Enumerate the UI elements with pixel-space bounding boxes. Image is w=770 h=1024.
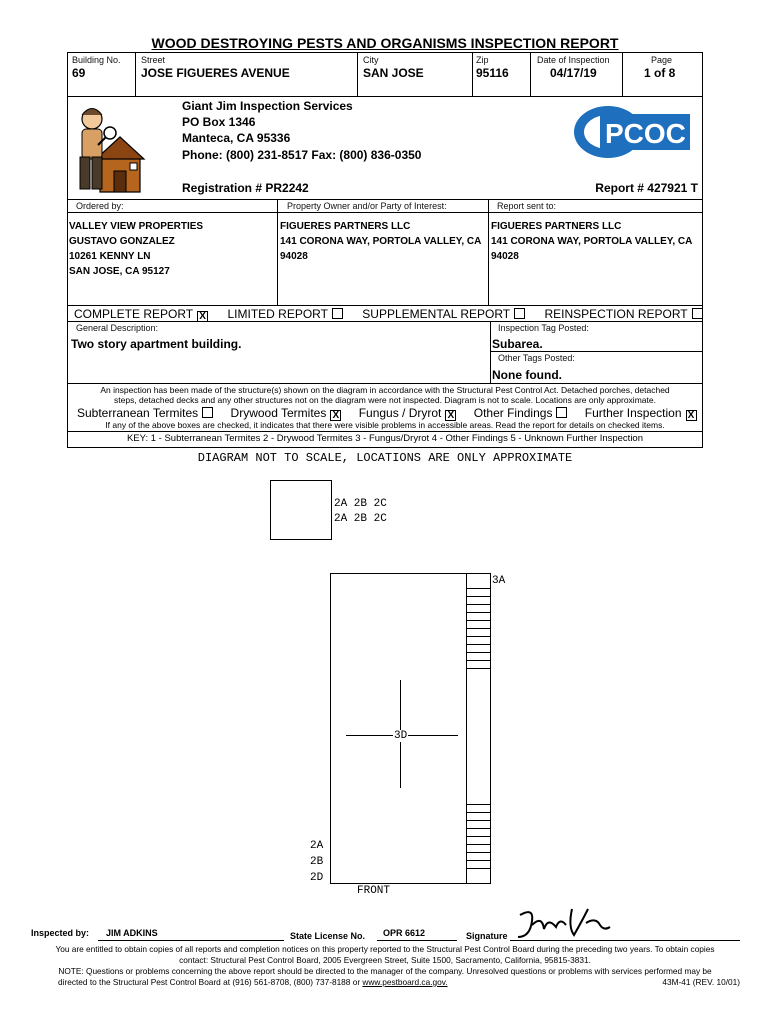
- signature-scribble: [512, 903, 612, 943]
- page-label: Page: [651, 55, 673, 65]
- ordered-by-line: 10261 KENNY LN: [69, 251, 151, 262]
- ordered-by-label: Ordered by:: [76, 201, 124, 211]
- report-sent-line: FIGUERES PARTNERS LLC: [491, 221, 622, 232]
- stair-line: [466, 812, 490, 813]
- general-description-value: Two story apartment building.: [71, 337, 242, 351]
- other-findings-checkbox[interactable]: [556, 407, 567, 418]
- detached-structure-labels: [334, 497, 387, 527]
- divider: [490, 351, 703, 352]
- stair-line: [466, 860, 490, 861]
- stair-line: [466, 604, 490, 605]
- owner-line: 141 CORONA WAY, PORTOLA VALLEY, CA: [280, 236, 482, 247]
- pcoc-logo: [572, 104, 690, 160]
- diagram-label: 2A: [310, 840, 324, 852]
- company-address2: Manteca, CA 95336: [182, 131, 291, 145]
- report-sent-line: 141 CORONA WAY, PORTOLA VALLEY, CA: [491, 236, 693, 247]
- disclaimer-line: steps, detached decks and any other structures not on the diagram were not inspected. Diagram is not to scale. Locations are only approximate.: [114, 395, 656, 405]
- tag-posted-label: Inspection Tag Posted:: [498, 323, 589, 333]
- stair-line: [466, 588, 490, 589]
- reinspection-report-label: REINSPECTION REPORT: [544, 307, 688, 321]
- diagram-title: DIAGRAM NOT TO SCALE, LOCATIONS ARE ONLY APPROXIMATE: [197, 451, 573, 465]
- stair-line: [466, 828, 490, 829]
- report-sent-line: 94028: [491, 251, 519, 262]
- pestboard-link[interactable]: www.pestboard.ca.gov.: [362, 977, 448, 987]
- footer-notices: [0, 944, 770, 977]
- divider: [67, 431, 703, 432]
- divider: [277, 199, 278, 305]
- divider: [67, 383, 703, 384]
- divider: [67, 321, 703, 322]
- stair-line: [466, 868, 490, 869]
- findings-key: KEY: 1 - Subterranean Termites 2 - Drywood Termites 3 - Fungus/Dryrot 4 - Other Findings 5 - Unknown Further Inspection: [126, 433, 644, 444]
- report-sent-label: Report sent to:: [497, 201, 557, 211]
- inspector-line: [98, 940, 284, 941]
- disclaimer-line: An inspection has been made of the structure(s) shown on the diagram in accordance with the Structural Pest Control Act. Detached porches, detached: [100, 385, 670, 395]
- stair-line: [466, 636, 490, 637]
- ordered-by-line: SAN JOSE, CA 95127: [69, 266, 170, 277]
- license-label: State License No.: [290, 931, 366, 941]
- report-sent-block: [491, 221, 692, 263]
- divider: [67, 212, 703, 213]
- divider: [67, 199, 703, 200]
- form-number: 43M-41 (REV. 10/01): [662, 977, 740, 987]
- ordered-by-line: GUSTAVO GONZALEZ: [69, 236, 175, 247]
- fungus-label: Fungus / Dryrot: [358, 406, 442, 420]
- stair-line: [466, 804, 490, 805]
- diagram-front-label: FRONT: [357, 885, 391, 897]
- divider: [357, 52, 358, 96]
- city-label: City: [363, 55, 379, 65]
- signature-label: Signature: [466, 931, 508, 941]
- building-no-label: Building No.: [72, 55, 121, 65]
- limited-report-label: LIMITED REPORT: [227, 307, 328, 321]
- inspector-mascot-icon: [70, 97, 150, 197]
- stair-line: [466, 844, 490, 845]
- owner-line: FIGUERES PARTNERS LLC: [280, 221, 411, 232]
- further-inspection-label: Further Inspection: [584, 406, 682, 420]
- stair-line: [466, 820, 490, 821]
- inspection-footer: [31, 928, 89, 938]
- divider: [135, 52, 136, 96]
- stair-line: [466, 596, 490, 597]
- notice-last-line: [58, 977, 448, 987]
- limited-report-checkbox[interactable]: [332, 308, 343, 319]
- disclaimer: [67, 385, 703, 405]
- stair-line: [466, 628, 490, 629]
- city-value: SAN JOSE: [363, 66, 424, 80]
- company-name: Giant Jim Inspection Services: [182, 99, 353, 113]
- stair-line: [466, 852, 490, 853]
- diagram-label: 2B: [310, 856, 324, 868]
- diagram-label: 2D: [310, 872, 324, 884]
- other-tags-label: Other Tags Posted:: [498, 353, 575, 363]
- drywood-label: Drywood Termites: [230, 406, 327, 420]
- subterranean-label: Subterranean Termites: [77, 406, 199, 420]
- report-type-row: [74, 307, 703, 322]
- owner-line: 94028: [280, 251, 308, 262]
- findings-row: [77, 406, 697, 421]
- report-number: Report # 427921 T: [595, 181, 698, 195]
- checked-note: If any of the above boxes are checked, it indicates that there were visible problems in accessible areas. Read the report for details on checked items.: [105, 420, 665, 430]
- registration-number: Registration # PR2242: [182, 181, 309, 195]
- divider: [472, 52, 473, 96]
- street-value: JOSE FIGUERES AVENUE: [141, 66, 290, 80]
- divider: [67, 305, 703, 306]
- complete-report-label: COMPLETE REPORT: [74, 307, 194, 321]
- diagram-label: 2A 2B 2C: [334, 498, 387, 510]
- general-description-label: General Description:: [76, 323, 159, 333]
- drywood-checkbox[interactable]: X: [330, 410, 341, 421]
- other-tags-value: None found.: [492, 368, 562, 382]
- diagram-labels-left: [310, 838, 323, 886]
- supplemental-report-checkbox[interactable]: [514, 308, 525, 319]
- owner-label: Property Owner and/or Party of Interest:: [287, 201, 447, 211]
- notice-line: directed to the Structural Pest Control Board at (916) 561-8708, (800) 737-8188 or: [58, 977, 363, 987]
- owner-block: [280, 221, 481, 263]
- stair-line: [466, 668, 490, 669]
- divider: [488, 199, 489, 305]
- street-label: Street: [141, 55, 166, 65]
- zip-value: 95116: [476, 66, 509, 80]
- header-divider: [67, 96, 703, 97]
- company-phone: Phone: (800) 231-8517 Fax: (800) 836-0350: [182, 148, 422, 162]
- other-findings-label: Other Findings: [473, 406, 553, 420]
- zip-label: Zip: [476, 55, 489, 65]
- diagram-label: 2A 2B 2C: [334, 513, 387, 525]
- notice-line: You are entitled to obtain copies of all reports and completion notices on this property reported to the Structural Pest Control Board during the preceding two years. To obtain copies: [55, 944, 715, 954]
- pcoc-logo-text: PCOC: [605, 118, 686, 149]
- divider: [530, 52, 531, 96]
- stair-line: [466, 612, 490, 613]
- license-line: [377, 940, 457, 941]
- complete-report-checkbox[interactable]: X: [197, 311, 208, 322]
- inspected-by-label: Inspected by:: [31, 928, 90, 938]
- notice-line: contact: Structural Pest Control Board, 2005 Evergreen Street, Suite 1500, Sacramento, California, 95815-3831.: [179, 955, 591, 965]
- report-title: WOOD DESTROYING PESTS AND ORGANISMS INSPECTION REPORT: [151, 35, 619, 51]
- subterranean-checkbox[interactable]: [202, 407, 213, 418]
- diagram-label-3a: 3A: [492, 575, 506, 587]
- fungus-checkbox[interactable]: X: [445, 410, 456, 421]
- notice-line: NOTE: Questions or problems concerning the above report should be directed to the manager of the company. Unresolved questions or problems with services performed may be: [58, 966, 712, 976]
- stair-line: [466, 620, 490, 621]
- stair-line: [466, 836, 490, 837]
- detached-structure: [270, 480, 332, 540]
- company-address1: PO Box 1346: [182, 115, 256, 129]
- page-value: 1 of 8: [644, 66, 676, 80]
- tag-posted-value: Subarea.: [492, 337, 543, 351]
- supplemental-report-label: SUPPLEMENTAL REPORT: [362, 307, 511, 321]
- divider: [490, 321, 491, 383]
- diagram-label-3d: 3D: [394, 730, 408, 742]
- stair-line: [466, 660, 490, 661]
- stair-line: [466, 652, 490, 653]
- ordered-by-line: VALLEY VIEW PROPERTIES: [69, 221, 204, 232]
- signature-line: [510, 940, 740, 941]
- inspector-name: JIM ADKINS: [106, 928, 158, 938]
- ordered-by-block: [69, 221, 203, 278]
- date-label: Date of Inspection: [537, 55, 610, 65]
- reinspection-report-checkbox[interactable]: [692, 308, 703, 319]
- divider: [622, 52, 623, 96]
- license-number: OPR 6612: [383, 928, 426, 938]
- date-value: 04/17/19: [550, 66, 597, 80]
- stair-line: [466, 644, 490, 645]
- building-no-value: 69: [72, 66, 86, 80]
- further-inspection-checkbox[interactable]: X: [686, 410, 697, 421]
